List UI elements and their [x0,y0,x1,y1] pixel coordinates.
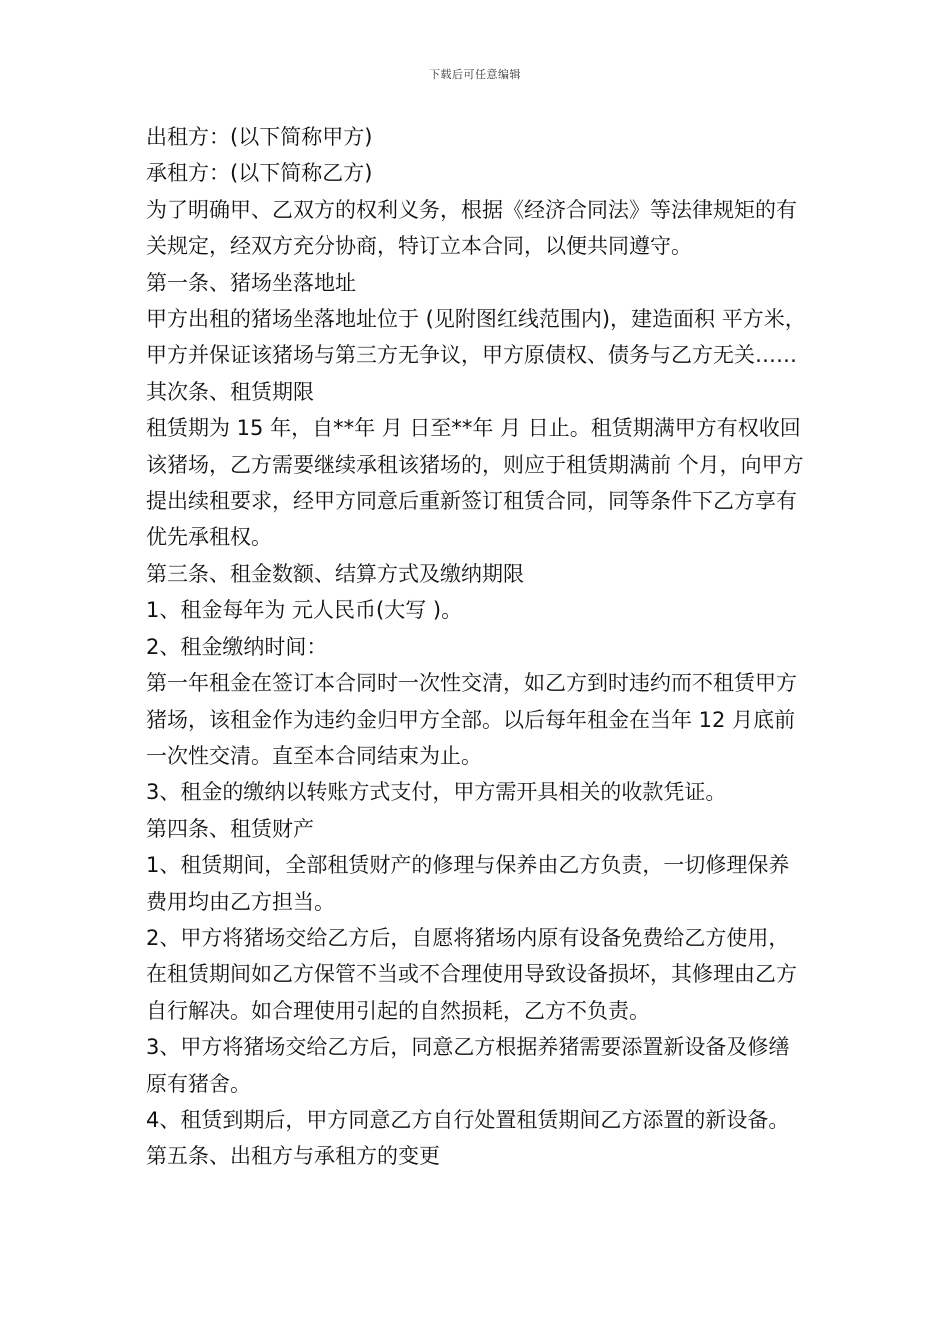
lessee-line: 承租方：(以下简称乙方) [146,161,373,186]
article-4-item-4: 4、租赁到期后，甲方同意乙方自行处置租赁期间乙方添置的新设备。 [146,1107,790,1132]
article-4-item-1: 1、租赁期间，全部租赁财产的修理与保养由乙方负责，一切修理保养费用均由乙方担当。 [146,853,790,914]
article-2-heading: 其次条、租赁期限 [146,379,314,404]
article-3-item-1: 1、租金每年为 元人民币(大写 )。 [146,598,463,623]
article-2-text: 租赁期为 15 年，自**年 月 日至**年 月 日止。租赁期满甲方有权收回该猪场，乙方需要继续承租该猪场的，则应于租赁期满前 个月，向甲方提出续租要求，经甲方同意后重新签订租赁合同，同等条件下乙方享有优先承租权。 [146,416,804,550]
article-3-item-2: 2、租金缴纳时间： [146,634,328,659]
contract-body [146,119,806,1175]
lessor-line: 出租方：(以下简称甲方) [146,125,373,149]
article-3-item-2-text: 第一年租金在签订本合同时一次性交清，如乙方到时违约而不租赁甲方猪场，该租金作为违约金归甲方全部。以后每年租金在当年 12 月底前一次性交清。直至本合同结束为止。 [146,671,797,768]
article-1-heading: 第一条、猪场坐落地址 [146,270,356,295]
preamble-paragraph: 为了明确甲、乙双方的权利义务，根据《经济合同法》等法律规矩的有关规定，经双方充分协商，特订立本合同，以便共同遵守。 [146,197,797,259]
article-4-item-2: 2、甲方将猪场交给乙方后，自愿将猪场内原有设备免费给乙方使用，在租赁期间如乙方保管不当或不合理使用导致设备损坏，其修理由乙方自行解决。如合理使用引起的自然损耗，乙方不负责。 [146,925,797,1023]
article-4-heading: 第四条、租赁财产 [146,816,314,841]
article-3-item-3: 3、租金的缴纳以转账方式支付，甲方需开具相关的收款凭证。 [146,780,727,805]
page-header-note: 下载后可任意编辑 [429,68,521,81]
article-1-text: 甲方出租的猪场坐落地址位于 (见附图红线范围内)，建造面积 平方米，甲方并保证该猪场与第三方无争议，甲方原债权、债务与乙方无关…… [146,307,806,368]
article-3-heading: 第三条、租金数额、结算方式及缴纳期限 [146,561,524,586]
article-5-heading: 第五条、出租方与承租方的变更 [146,1144,440,1169]
article-4-item-3: 3、甲方将猪场交给乙方后，同意乙方根据养猪需要添置新设备及修缮原有猪舍。 [146,1035,790,1096]
